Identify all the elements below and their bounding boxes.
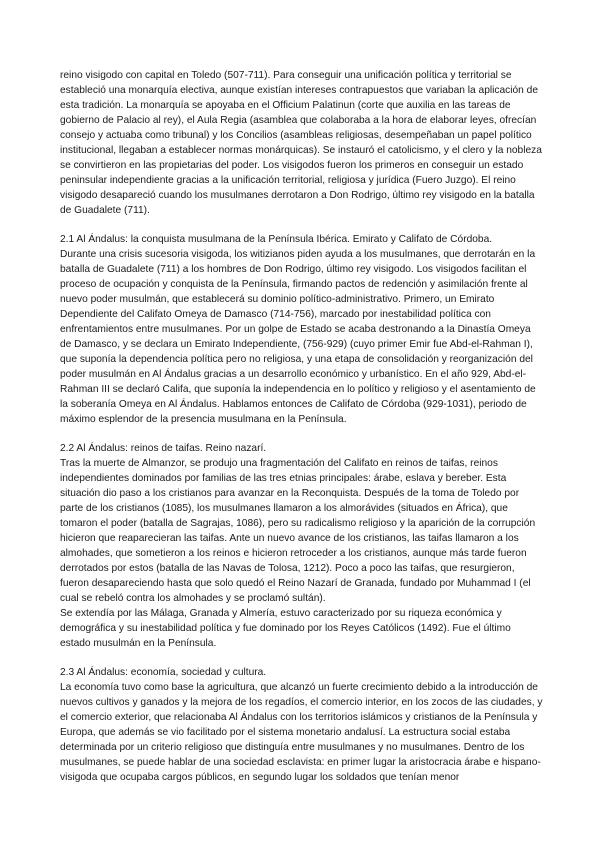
intro-paragraph: reino visigodo con capital en Toledo (507-711). Para conseguir una unificación política y territorial se estableció una monarquía electiva, aunque existían intereses contrapuestos que variaban la aplicación de esta tradición. La monarquía se apoyaba en el Officium Palatinun (corte que auxilia en las tareas de gobierno de Palacio al rey), el Aula Regia (asamblea que colaboraba a la hora de elaborar leyes, ofrecían consejo y actuaba como tribunal) y los Concilios (asambleas religiosas, desempeñaban un papel político institucional, llegaban a establecer normas monárquicas). Se instauró el catolicismo, y el clero y la nobleza se convirtieron en las propietarias del poder. Los visigodos fueron los primeros en conseguir un estado peninsular independiente gracias a la unificación territorial, religiosa y jurídica (Fuero Juzgo). El reino visigodo desapareció cuando los musulmanes derrotaron a Don Rodrigo, último rey visigodo en la batalla de Guadalete (711). xyxy=(60,70,542,216)
document-page xyxy=(60,68,544,799)
section-2-2-heading: 2.2 Al Ándalus: reinos de taifas. Reino nazarí. xyxy=(60,443,267,454)
section-2-3-heading: 2.3 Al Ándalus: economía, sociedad y cultura. xyxy=(60,667,267,678)
section-2-2 xyxy=(60,441,544,651)
section-2-1 xyxy=(60,232,544,427)
section-2-3 xyxy=(60,665,544,785)
section-2-2-paragraph-2: Se extendía por las Málaga, Granada y Almería, estuvo caracterizado por su riqueza económica y demográfica y su inestabilidad política y fue dominado por los Reyes Católicos (1492). Fue el último estado musulmán en la Península. xyxy=(60,608,511,649)
section-2-2-paragraph: Tras la muerte de Almanzor, se produjo una fragmentación del Califato en reinos de taifas, reinos independientes dominados por familias de las tres etnias principales: árabe, eslava y bereber. Esta situación dio paso a los cristianos para avanzar en la Reconquista. Después de la toma de Toledo por parte de los cristianos (1085), los musulmanes llamaron a los almorávides (situados en África), que tomaron el poder (batalla de Sagrajas, 1086), pero su radicalismo religioso y la aparición de la corrupción hicieron que reaparecieran las taifas. Ante un nuevo avance de los cristianos, las taifas llamaron a los almohades, que sometieron a los reinos e hicieron retroceder a los cristianos, aunque más tarde fueron derrotados por estos (batalla de las Navas de Tolosa, 1212). Poco a poco las taifas, que resurgieron, fueron desapareciendo hasta que solo quedó el Reino Nazarí de Granada, fundado por Muhammad I (el cual se rebeló contra los almohades y se proclamó sultán). xyxy=(60,458,536,604)
intro-block xyxy=(60,68,544,218)
section-2-1-heading: 2.1 Al Ándalus: la conquista musulmana de la Península Ibérica. Emirato y Califato de Córdoba. xyxy=(60,234,493,245)
section-2-3-paragraph: La economía tuvo como base la agricultura, que alcanzó un fuerte crecimiento debido a la introducción de nuevos cultivos y ganados y la mejora de los regadíos, el comercio interior, en los zocos de las ciudades, y el comercio exterior, que relacionaba Al Ándalus con los territorios islámicos y cristianos de la Península y Europa, que además se vio facilitado por el sistema monetario andalusí. La estructura social estaba determinada por un criterio religioso que distinguía entre musulmanes y no musulmanes. Dentro de los musulmanes, se puede hablar de una sociedad esclavista: en primer lugar la aristocracia árabe e hispano-visigoda que ocupaba cargos públicos, en segundo lugar los soldados que tenían menor xyxy=(60,682,543,783)
section-2-1-paragraph: Durante una crisis sucesoria visigoda, los witizianos piden ayuda a los musulmanes, que derrotarán en la batalla de Guadalete (711) a los hombres de Don Rodrigo, último rey visigodo. Los visigodos facilitan el proceso de ocupación y conquista de la Península, firmando pactos de redención y asimilación frente al nuevo poder musulmán, que establecerá su dominio político-administrativo. Primero, un Emirato Dependiente del Califato Omeya de Damasco (714-756), marcado por inestabilidad política con enfrentamientos entre musulmanes. Por un golpe de Estado se acaba destronando a la Dinastía Omeya de Damasco, y se declara un Emirato Independiente, (756-929) (cuyo primer Emir fue Abd-el-Rahman I), que suponía la dependencia política pero no religiosa, y una etapa de consolidación y reorganización del poder musulmán en Al Ándalus gracias a un desarrollo económico y urbanístico. En el año 929, Abd-el-Rahman III se declaró Califa, que suponía la independencia en lo político y religioso y el asentamiento de la soberanía Omeya en Al Ándalus. Hablamos entonces de Califato de Córdoba (929-1031), periodo de máximo esplendor de la presencia musulmana en la Península. xyxy=(60,249,536,425)
